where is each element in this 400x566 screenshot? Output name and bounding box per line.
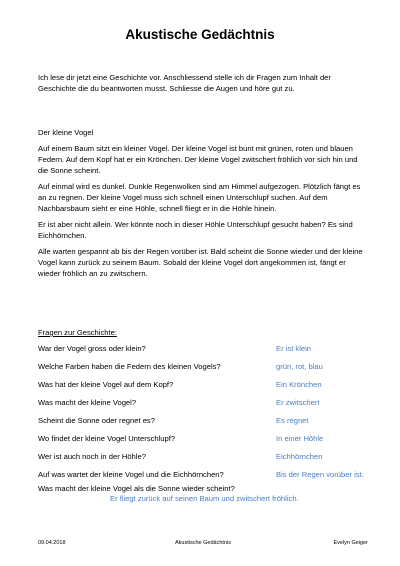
question: Was macht der kleine Vogel? [38,398,137,407]
answer: Es regnet [276,416,309,425]
question: Wo findet der kleine Vogel Unterschlupf? [38,434,176,443]
story-title: Der kleine Vogel [38,128,94,137]
intro-text: Ich lese dir jetzt eine Geschichte vor. Anschliessend stelle ich dir Fragen zum Inhalt der Geschichte die du beantworten musst. Schliesse die Augen und höre gut zu. [38,73,331,93]
footer-date: 09.04.2018 [38,540,66,546]
question: Wer ist auch noch in der Höhle? [38,452,146,461]
qa-row [38,380,368,398]
question: Welche Farben haben die Federn des kleinen Vogels? [38,362,221,371]
answer: Er ist klein [276,344,312,353]
story-paragraph: Alle warten gespannt ab bis der Regen vorüber ist. Bald scheint die Sonne wieder und der kleine Vogel kann zurück zu seinem Baum. Sobald der kleine Vogel dort angekommen ist, fängt er wieder fröhlich an zu zwitschern. [38,247,363,278]
story-paragraph: Er ist aber nicht allein. Wer könnte noch in dieser Höhle Unterschlupf gesucht haben? Es sind Eichhörnchen. [38,220,353,240]
story-paragraph: Auf einem Baum sitzt ein kleiner Vogel. Der kleine Vogel ist bunt mit grünen, roten und blauen Federn. Auf dem Kopf hat er ein Krönchen. Der kleine Vogel zwitschert fröhlich vor sich hin und die Sonne scheint. [38,144,358,175]
question: War der Vogel gross oder klein? [38,344,146,353]
answer: Er zwitschert [276,398,320,407]
answer: Bis der Regen vorüber ist. [276,470,364,479]
question: Was macht der kleine Vogel als die Sonne wieder scheint? [38,484,235,493]
qa-row [38,416,368,434]
question: Auf was wartet der kleine Vogel und die Eichhörnchen? [38,470,224,479]
story-body [38,143,368,284]
page-title: Akustische Gedächtnis [125,27,275,42]
answer: grün, rot, blau [276,362,323,371]
qa-row-last [38,484,368,504]
answer: Er fliegt zurück auf seinen Baum und zwitschert fröhlich. [110,494,299,503]
qa-row [38,344,368,362]
footer-title: Akustische Gedächtnis [175,540,231,546]
qa-row [38,452,368,470]
answer: Ein Krönchen [276,380,322,389]
qa-row [38,434,368,452]
story-paragraph: Auf einmal wird es dunkel. Dunkle Regenwolken sind am Himmel aufgezogen. Plötzlich fängt es an zu regnen. Der kleine Vogel muss sich schnell einen Unterschlupf suchen. Auf dem Nachbarsbaum sieht er eine Höhle, schnell fliegt er in die Höhle hinein. [38,182,361,213]
qa-row [38,362,368,380]
qa-row [38,398,368,416]
question: Was hat der kleine Vogel auf dem Kopf? [38,380,174,389]
answer: In einer Höhle [276,434,324,443]
qa-list [38,344,368,496]
questions-heading: Fragen zur Geschichte: [38,328,117,337]
question: Scheint die Sonne oder regnet es? [38,416,155,425]
answer: Eichhörnchen [276,452,323,461]
footer-author: Evelyn Geiger [333,540,368,546]
